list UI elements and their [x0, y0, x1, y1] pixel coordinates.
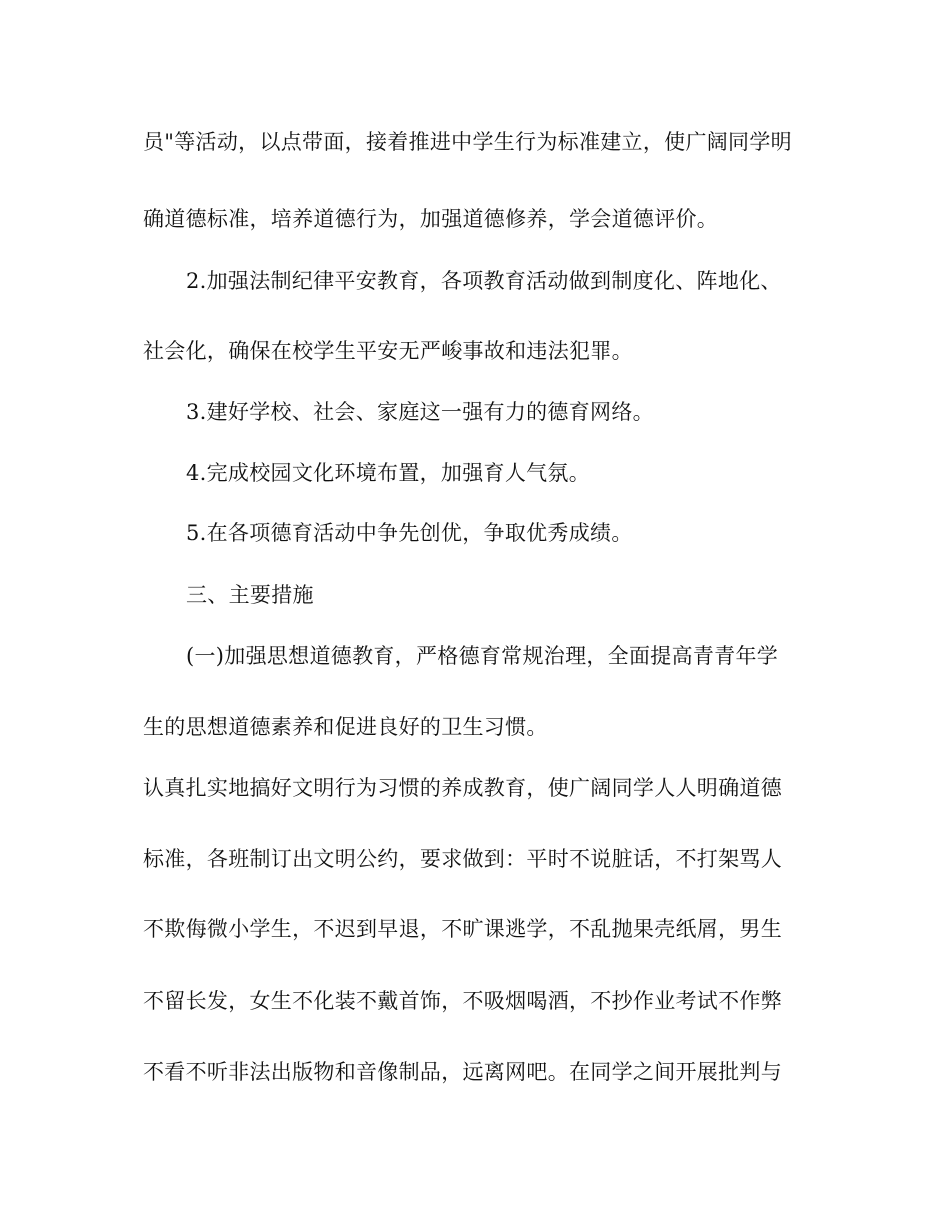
list-item-3: 3.建好学校、社会、家庭这一强有力的德育网络。	[186, 400, 654, 424]
list-item-5: 5.在各项德育活动中争先创优，争取优秀成绩。	[186, 521, 633, 545]
paragraph-line: 员"等活动，以点带面，接着推进中学生行为标准建立，使广阔同学明	[143, 130, 792, 154]
list-item-2: 2.加强法制纪律平安教育，各项教育活动做到制度化、阵地化、	[186, 269, 782, 293]
paragraph-line: 不留长发，女生不化装不戴首饰，不吸烟喝酒，不抄作业考试不作弊	[143, 989, 782, 1013]
paragraph-line: 不看不听非法出版物和音像制品，远离网吧。在同学之间开展批判与	[143, 1060, 782, 1084]
list-item-4: 4.完成校园文化环境布置，加强育人气氛。	[186, 461, 591, 485]
paragraph-line: 社会化，确保在校学生平安无严峻事故和违法犯罪。	[143, 339, 633, 363]
paragraph-line: 不欺侮微小学生，不迟到早退，不旷课逃学，不乱抛果壳纸屑，男生	[143, 917, 782, 941]
paragraph-line: 生的思想道德素养和促进良好的卫生习惯。	[143, 715, 548, 739]
subsection-heading: (一)加强思想道德教育，严格德育常规治理，全面提高青青年学	[186, 644, 779, 668]
section-heading: 三、主要措施	[186, 583, 314, 607]
paragraph-line: 确道德标准，培养道德行为，加强道德修养，学会道德评价。	[143, 207, 719, 231]
paragraph-line: 标准，各班制订出文明公约，要求做到：平时不说脏话，不打架骂人	[143, 847, 782, 871]
paragraph-line: 认真扎实地搞好文明行为习惯的养成教育，使广阔同学人人明确道德	[143, 776, 782, 800]
